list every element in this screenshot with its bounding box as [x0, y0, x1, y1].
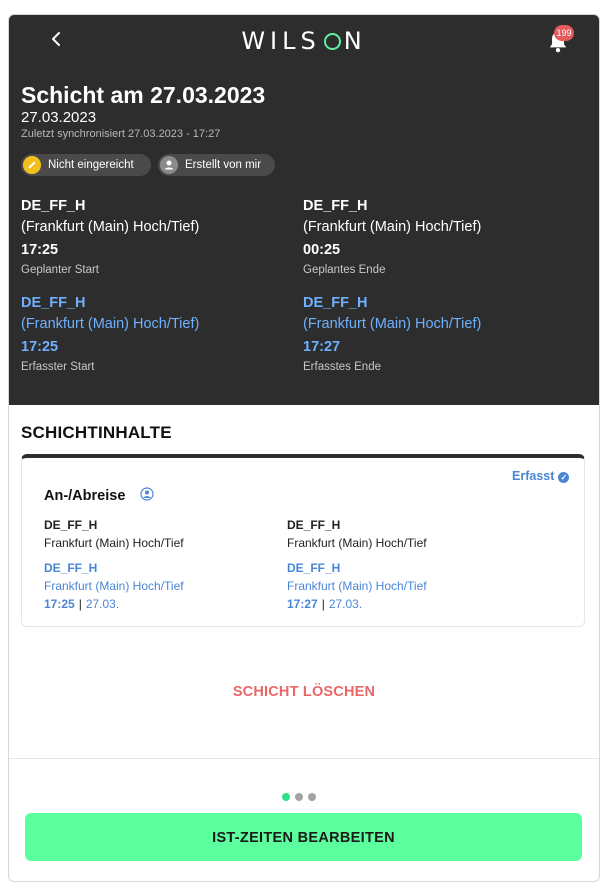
planned-end-label: Geplantes Ende [303, 264, 386, 276]
planned-end-time: 00:25 [303, 242, 341, 258]
person-circle-icon [140, 487, 154, 501]
sync-status: Zuletzt synchronisiert 27.03.2023 - 17:27 [21, 128, 221, 140]
recorded-location-name: Frankfurt (Main) Hoch/Tief [287, 579, 427, 593]
location-code: DE_FF_H [303, 198, 368, 214]
recorded-location-code: DE_FF_H [44, 561, 98, 575]
notification-count-badge: 199 [554, 25, 574, 41]
time-line [44, 595, 284, 613]
status-chip-created-by-me [158, 154, 275, 176]
logo-text-prefix: WILS [241, 27, 321, 55]
recorded-end [303, 293, 583, 376]
location-code: DE_FF_H [303, 295, 368, 311]
status-badge [512, 469, 569, 483]
planned-start [21, 196, 301, 279]
planned-start-label: Geplanter Start [21, 264, 99, 276]
card-title: An-/Abreise [44, 488, 126, 504]
wilson-logo [9, 27, 599, 55]
location-code: DE_FF_H [21, 295, 86, 311]
date-value: 27.03. [328, 597, 363, 611]
planned-location-name: Frankfurt (Main) Hoch/Tief [287, 536, 427, 550]
page-dot-active[interactable] [282, 793, 290, 801]
logo-text-suffix: N [343, 27, 367, 55]
recorded-end-label: Erfasstes Ende [303, 361, 381, 373]
planned-end [303, 196, 583, 279]
delete-shift-button[interactable]: SCHICHT LÖSCHEN [232, 684, 376, 700]
shift-content-card[interactable] [21, 454, 585, 627]
date-value: 27.03. [85, 597, 120, 611]
chip-label: Erstellt von mir [185, 159, 262, 171]
recorded-location-code: DE_FF_H [287, 561, 341, 575]
recorded-start [21, 293, 301, 376]
separator: | [321, 597, 325, 611]
status-label: Erfasst [512, 469, 555, 483]
pencil-icon [23, 156, 41, 174]
time-line [287, 595, 527, 613]
top-bar [9, 15, 599, 67]
page-dot[interactable] [295, 793, 303, 801]
chip-label: Nicht eingereicht [48, 159, 134, 171]
check-circle-icon: ✓ [558, 472, 569, 483]
recorded-end-time: 17:27 [303, 339, 341, 355]
app-frame [8, 14, 600, 882]
location-name: (Frankfurt (Main) Hoch/Tief) [21, 219, 200, 235]
location-code: DE_FF_H [21, 198, 86, 214]
location-name: (Frankfurt (Main) Hoch/Tief) [303, 316, 482, 332]
page-title: Schicht am 27.03.2023 [21, 82, 266, 108]
status-chip-not-submitted [21, 154, 151, 176]
section-title: SCHICHTINHALTE [21, 423, 172, 442]
divider [9, 758, 599, 759]
recorded-location-name: Frankfurt (Main) Hoch/Tief [44, 579, 184, 593]
pagination-dots [282, 788, 321, 806]
location-name: (Frankfurt (Main) Hoch/Tief) [303, 219, 482, 235]
page-dot[interactable] [308, 793, 316, 801]
person-badge-icon [160, 156, 178, 174]
shift-header [9, 15, 599, 405]
separator: | [78, 597, 82, 611]
logo-o-ring [324, 33, 341, 50]
location-name: (Frankfurt (Main) Hoch/Tief) [21, 316, 200, 332]
recorded-start-label: Erfasster Start [21, 361, 95, 373]
time-value: 17:25 [44, 597, 75, 611]
card-end-column [287, 516, 527, 613]
planned-location-name: Frankfurt (Main) Hoch/Tief [44, 536, 184, 550]
planned-location-code: DE_FF_H [44, 518, 98, 532]
edit-actual-times-button[interactable]: IST-ZEITEN BEARBEITEN [25, 813, 582, 861]
planned-start-time: 17:25 [21, 242, 59, 258]
card-start-column [44, 516, 284, 613]
planned-location-code: DE_FF_H [287, 518, 341, 532]
recorded-start-time: 17:25 [21, 339, 59, 355]
shift-date: 27.03.2023 [21, 109, 97, 126]
time-value: 17:27 [287, 597, 318, 611]
